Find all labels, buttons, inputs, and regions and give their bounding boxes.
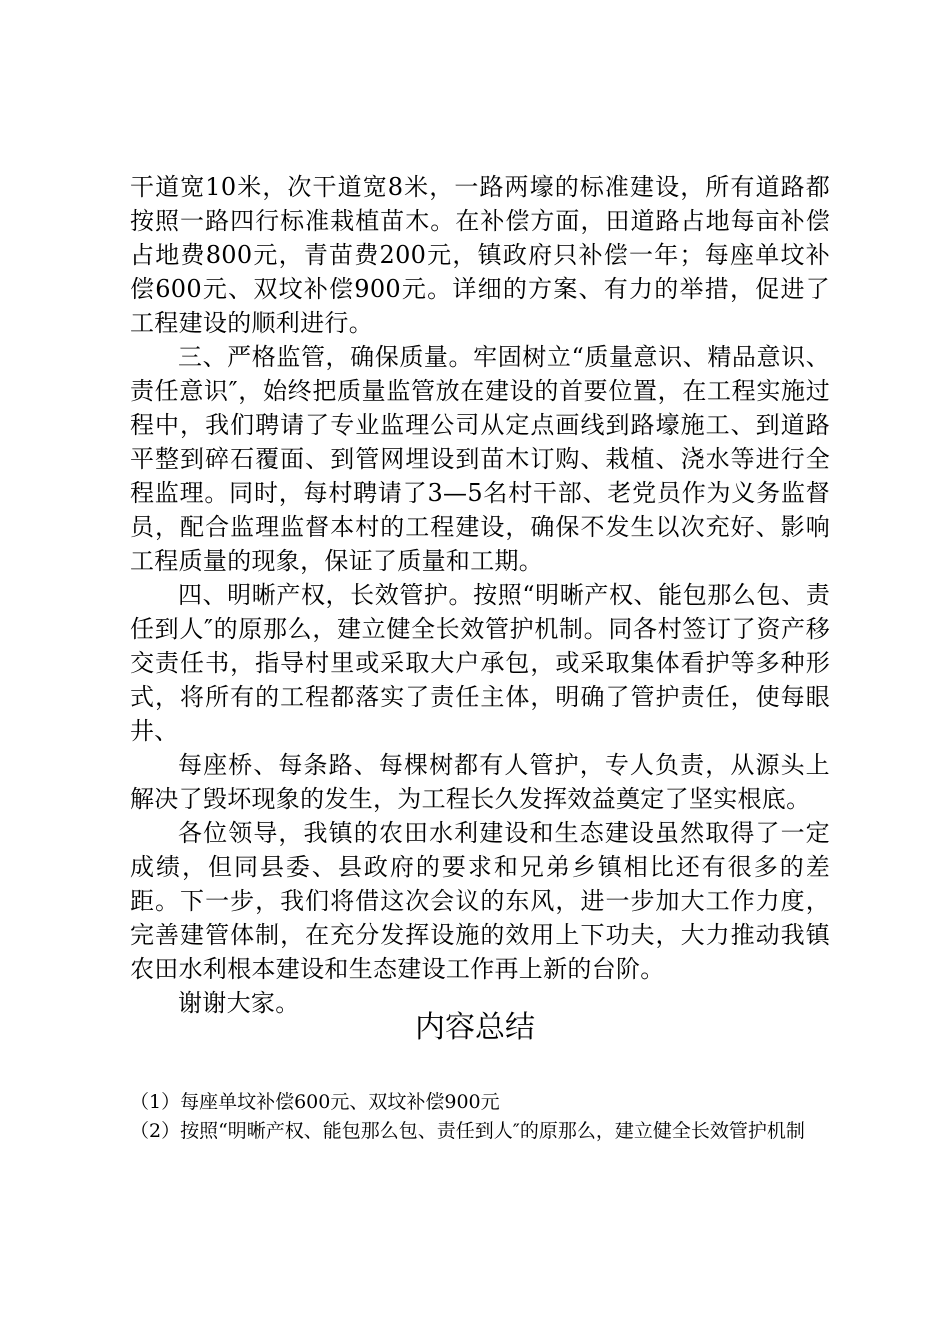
paragraph-management: 每座桥、每条路、每棵树都有人管护，专人负责，从源头上解决了毁坏现象的发生，为工程长久发挥效益奠定了坚实根底。 — [130, 751, 830, 813]
paragraph-thanks: 谢谢大家。 — [178, 989, 300, 1017]
document-body — [130, 170, 830, 1020]
summary-item: （2）按照“明晰产权、能包那么包、责任到人″的原那么，建立健全长效管护机制 — [130, 1120, 805, 1142]
paragraph-quality-supervision: 三、严格监管，确保质量。牢固树立“质量意识、精品意识、责任意识″，始终把质量监管放在建设的首要位置，在工程实施过程中，我们聘请了专业监理公司从定点画线到路壕施工、到道路平整到碎石覆面、到管网埋设到苗木订购、栽植、浇水等进行全程监理。同时，每村聘请了3—5名村干部、老党员作为义务监督员，配合监理监督本村的工程建设，确保不发生以次充好、影响工程质量的现象，保证了质量和工期。 — [130, 343, 830, 575]
paragraph-closing: 各位领导，我镇的农田水利建设和生态建设虽然取得了一定成绩，但同县委、县政府的要求和兄弟乡镇相比还有很多的差距。下一步，我们将借这次会议的东风，进一步加大工作力度，完善建管体制，在充分发挥设施的效用上下功夫，大力推动我镇农田水利根本建设和生态建设工作再上新的台阶。 — [130, 819, 830, 983]
summary-list — [130, 1088, 830, 1146]
summary-title: 内容总结 — [415, 1010, 535, 1045]
paragraph-continuation: 干道宽10米，次干道宽8米，一路两壕的标准建设，所有道路都按照一路四行标准栽植苗木。在补偿方面，田道路占地每亩补偿占地费800元，青苗费200元，镇政府只补偿一年；每座单坟补偿600元、双坟补偿900元。详细的方案、有力的举措，促进了工程建设的顺利进行。 — [130, 173, 830, 337]
summary-item: （1）每座单坟补偿600元、双坟补偿900元 — [130, 1091, 500, 1113]
paragraph-property-rights: 四、明晰产权，长效管护。按照“明晰产权、能包那么包、责任到人″的原那么，建立健全长效管护机制。同各村签订了资产移交责任书，指导村里或采取大户承包，或采取集体看护等多种形式，将所有的工程都落实了责任主体，明确了管护责任，使每眼井、 — [130, 581, 830, 745]
